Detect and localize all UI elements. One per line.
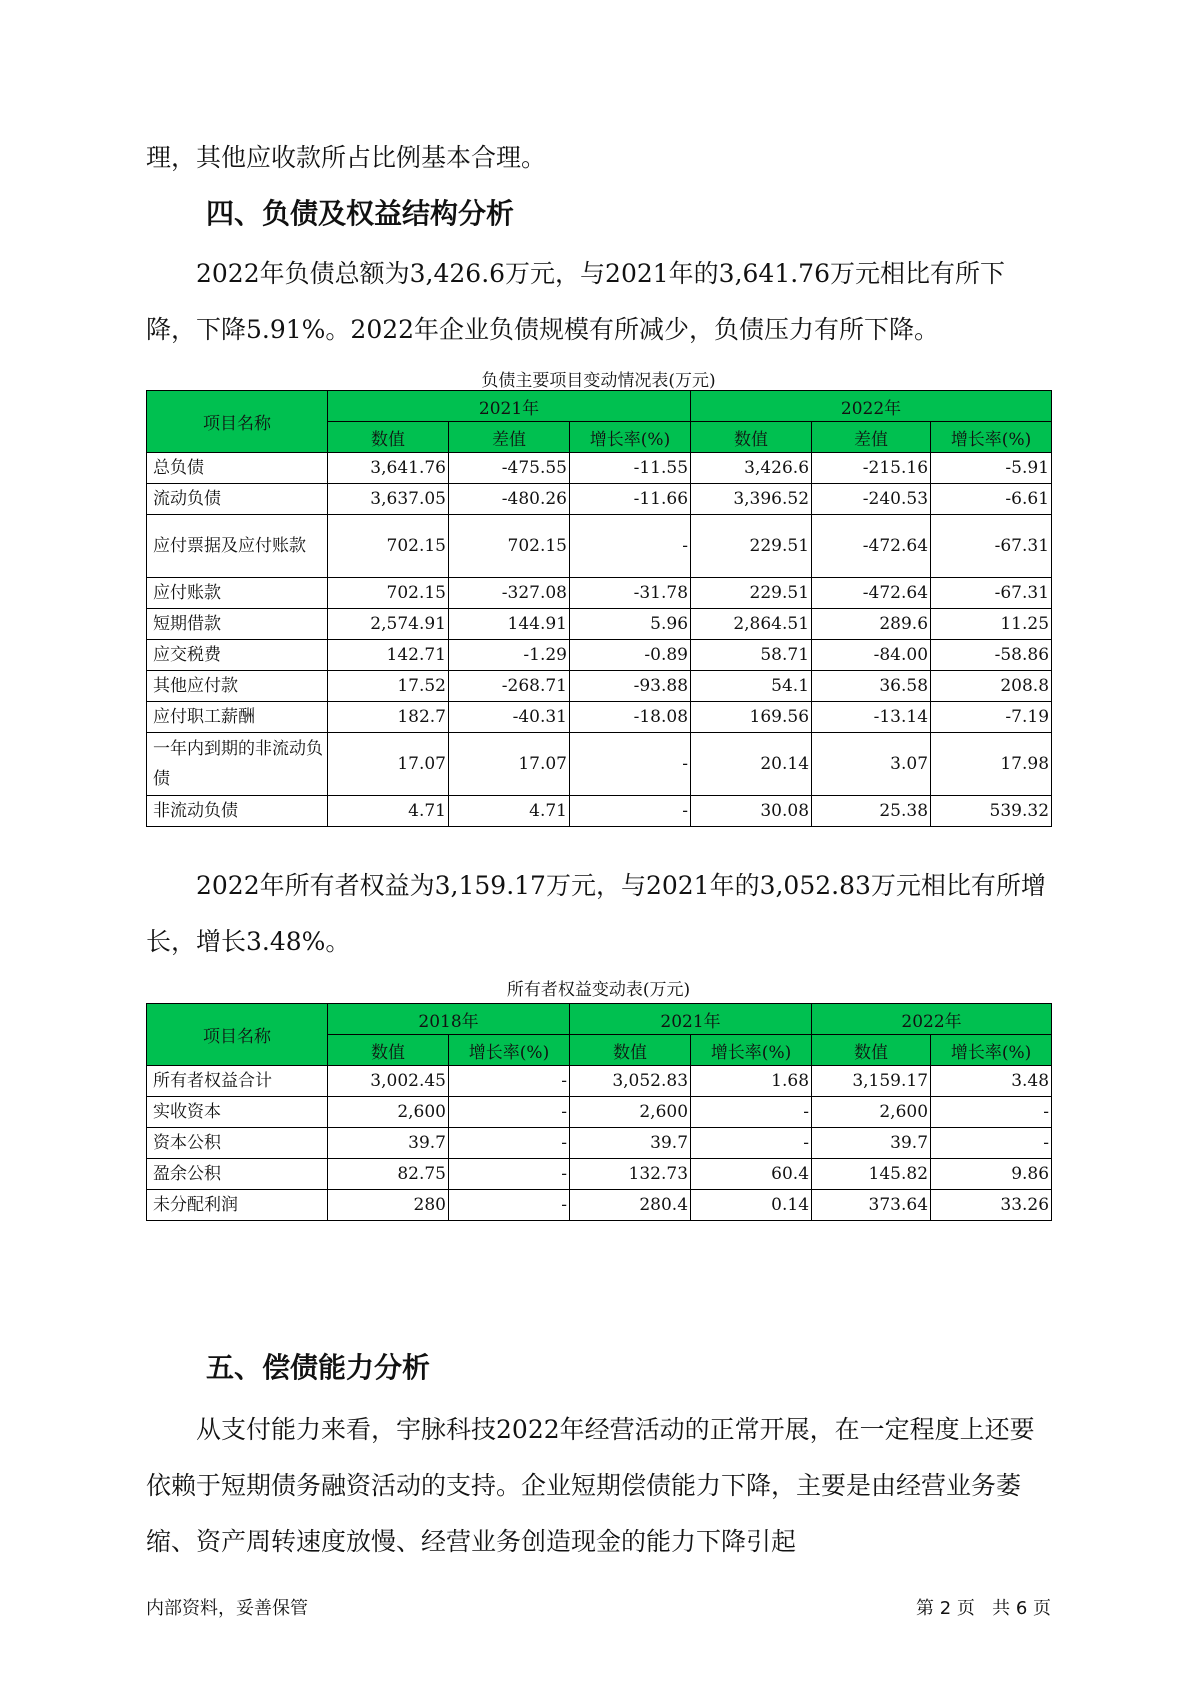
table-row <box>147 515 1052 578</box>
table-row <box>147 1190 1052 1221</box>
subheader: 数值 <box>691 422 812 453</box>
cell: 39.7 <box>812 1128 931 1159</box>
cell: 539.32 <box>931 796 1052 827</box>
cell: -93.88 <box>570 671 691 702</box>
cell: -11.55 <box>570 453 691 484</box>
cell: -472.64 <box>812 515 931 578</box>
cell: 702.15 <box>328 578 449 609</box>
table-row <box>147 1159 1052 1190</box>
cell: - <box>570 796 691 827</box>
cell: 2,600 <box>570 1097 691 1128</box>
cell: -327.08 <box>449 578 570 609</box>
cell: -240.53 <box>812 484 931 515</box>
cell: 229.51 <box>691 515 812 578</box>
cell: -6.61 <box>931 484 1052 515</box>
header-year-2022: 2022年 <box>691 391 1052 422</box>
cell: 3,052.83 <box>570 1066 691 1097</box>
cell: 30.08 <box>691 796 812 827</box>
cell: 3,396.52 <box>691 484 812 515</box>
table-row <box>147 453 1052 484</box>
row-label: 实收资本 <box>147 1097 328 1128</box>
cell: 25.38 <box>812 796 931 827</box>
cell: 169.56 <box>691 702 812 733</box>
row-label: 盈余公积 <box>147 1159 328 1190</box>
header-year-2021: 2021年 <box>328 391 691 422</box>
table-row <box>147 671 1052 702</box>
cell: 11.25 <box>931 609 1052 640</box>
subheader: 数值 <box>328 422 449 453</box>
cell: 36.58 <box>812 671 931 702</box>
cell: 373.64 <box>812 1190 931 1221</box>
cell: 280.4 <box>570 1190 691 1221</box>
row-label: 应交税费 <box>147 640 328 671</box>
row-label: 应付账款 <box>147 578 328 609</box>
cell: 2,600 <box>812 1097 931 1128</box>
cell: 4.71 <box>449 796 570 827</box>
cell: -18.08 <box>570 702 691 733</box>
cell: -0.89 <box>570 640 691 671</box>
cell: -67.31 <box>931 515 1052 578</box>
row-label: 一年内到期的非流动负债 <box>147 733 328 796</box>
row-label: 未分配利润 <box>147 1190 328 1221</box>
cell: 4.71 <box>328 796 449 827</box>
cell: 182.7 <box>328 702 449 733</box>
table2-caption: 所有者权益变动表(万元) <box>506 980 691 1000</box>
subheader: 差值 <box>812 422 931 453</box>
cell: 3.48 <box>931 1066 1052 1097</box>
table-row <box>147 702 1052 733</box>
cell: - <box>449 1066 570 1097</box>
row-label: 总负债 <box>147 453 328 484</box>
cell: 2,600 <box>328 1097 449 1128</box>
cell: - <box>449 1190 570 1221</box>
cell: 1.68 <box>691 1066 812 1097</box>
cell: - <box>691 1097 812 1128</box>
row-label: 所有者权益合计 <box>147 1066 328 1097</box>
paragraph-continuation: 理，其他应收款所占比例基本合理。 <box>146 143 547 172</box>
cell: 17.98 <box>931 733 1052 796</box>
cell: - <box>691 1128 812 1159</box>
cell: 142.71 <box>328 640 449 671</box>
subheader: 增长率(%) <box>449 1035 570 1066</box>
cell: -480.26 <box>449 484 570 515</box>
cell: 17.07 <box>328 733 449 796</box>
section-heading-solvency: 五、偿债能力分析 <box>206 1351 431 1384</box>
cell: 33.26 <box>931 1190 1052 1221</box>
cell: 39.7 <box>570 1128 691 1159</box>
row-label: 应付票据及应付账款 <box>147 515 328 578</box>
table-row <box>147 1128 1052 1159</box>
row-label: 资本公积 <box>147 1128 328 1159</box>
table-row <box>147 484 1052 515</box>
cell: 58.71 <box>691 640 812 671</box>
equity-table <box>146 1003 1052 1221</box>
header-year-2022: 2022年 <box>812 1004 1052 1035</box>
cell: 17.52 <box>328 671 449 702</box>
header-item-name: 项目名称 <box>147 391 328 453</box>
cell: 280 <box>328 1190 449 1221</box>
cell: 3,159.17 <box>812 1066 931 1097</box>
cell: -67.31 <box>931 578 1052 609</box>
table-row <box>147 578 1052 609</box>
cell: 54.1 <box>691 671 812 702</box>
cell: 702.15 <box>328 515 449 578</box>
subheader: 数值 <box>328 1035 449 1066</box>
paragraph-solvency: 从支付能力来看，宇脉科技2022年经营活动的正常开展，在一定程度上还要依赖于短期债务融资活动的支持。企业短期偿债能力下降，主要是由经营业务萎缩、资产周转速度放慢、经营业务创造现金的能力下降引起 <box>146 1415 1035 1556</box>
row-label: 短期借款 <box>147 609 328 640</box>
cell: 144.91 <box>449 609 570 640</box>
cell: 3,637.05 <box>328 484 449 515</box>
section-heading-liabilities: 四、负债及权益结构分析 <box>206 197 515 230</box>
cell: 0.14 <box>691 1190 812 1221</box>
cell: 289.6 <box>812 609 931 640</box>
cell: 3,641.76 <box>328 453 449 484</box>
subheader: 数值 <box>570 1035 691 1066</box>
header-year-2018: 2018年 <box>328 1004 570 1035</box>
row-label: 非流动负债 <box>147 796 328 827</box>
cell: 5.96 <box>570 609 691 640</box>
row-label: 流动负债 <box>147 484 328 515</box>
cell: -215.16 <box>812 453 931 484</box>
subheader: 增长率(%) <box>931 1035 1052 1066</box>
cell: -13.14 <box>812 702 931 733</box>
cell: 20.14 <box>691 733 812 796</box>
cell: - <box>931 1097 1052 1128</box>
table1-caption: 负债主要项目变动情况表(万元) <box>481 371 716 391</box>
table-row <box>147 1066 1052 1097</box>
cell: 82.75 <box>328 1159 449 1190</box>
liabilities-table <box>146 390 1052 827</box>
footer-page-number: 第 2 页 共 6 页 <box>916 1598 1051 1619</box>
cell: -475.55 <box>449 453 570 484</box>
cell: -58.86 <box>931 640 1052 671</box>
subheader: 增长率(%) <box>570 422 691 453</box>
paragraph-liabilities: 2022年负债总额为3,426.6万元，与2021年的3,641.76万元相比有所下降，下降5.91%。2022年企业负债规模有所减少，负债压力有所下降。 <box>146 259 1005 344</box>
table-row <box>147 733 1052 796</box>
cell: -268.71 <box>449 671 570 702</box>
subheader: 增长率(%) <box>931 422 1052 453</box>
cell: 702.15 <box>449 515 570 578</box>
cell: - <box>570 733 691 796</box>
cell: 60.4 <box>691 1159 812 1190</box>
cell: 208.8 <box>931 671 1052 702</box>
cell: -7.19 <box>931 702 1052 733</box>
subheader: 差值 <box>449 422 570 453</box>
cell: 3.07 <box>812 733 931 796</box>
cell: -40.31 <box>449 702 570 733</box>
table-row <box>147 1097 1052 1128</box>
cell: -5.91 <box>931 453 1052 484</box>
header-year-2021: 2021年 <box>570 1004 812 1035</box>
cell: -472.64 <box>812 578 931 609</box>
footer-confidential-note: 内部资料，妥善保管 <box>146 1598 308 1619</box>
cell: - <box>449 1097 570 1128</box>
cell: 2,864.51 <box>691 609 812 640</box>
cell: 132.73 <box>570 1159 691 1190</box>
cell: -31.78 <box>570 578 691 609</box>
cell: 17.07 <box>449 733 570 796</box>
cell: -1.29 <box>449 640 570 671</box>
table-row <box>147 796 1052 827</box>
table-row <box>147 640 1052 671</box>
cell: 145.82 <box>812 1159 931 1190</box>
cell: - <box>570 515 691 578</box>
cell: 229.51 <box>691 578 812 609</box>
subheader: 增长率(%) <box>691 1035 812 1066</box>
row-label: 应付职工薪酬 <box>147 702 328 733</box>
cell: 2,574.91 <box>328 609 449 640</box>
paragraph-equity: 2022年所有者权益为3,159.17万元，与2021年的3,052.83万元相比有所增长，增长3.48%。 <box>146 871 1046 956</box>
header-item-name: 项目名称 <box>147 1004 328 1066</box>
table-row <box>147 609 1052 640</box>
cell: - <box>931 1128 1052 1159</box>
cell: 3,426.6 <box>691 453 812 484</box>
cell: 9.86 <box>931 1159 1052 1190</box>
cell: 3,002.45 <box>328 1066 449 1097</box>
cell: -11.66 <box>570 484 691 515</box>
cell: - <box>449 1159 570 1190</box>
cell: -84.00 <box>812 640 931 671</box>
subheader: 数值 <box>812 1035 931 1066</box>
cell: 39.7 <box>328 1128 449 1159</box>
cell: - <box>449 1128 570 1159</box>
row-label: 其他应付款 <box>147 671 328 702</box>
